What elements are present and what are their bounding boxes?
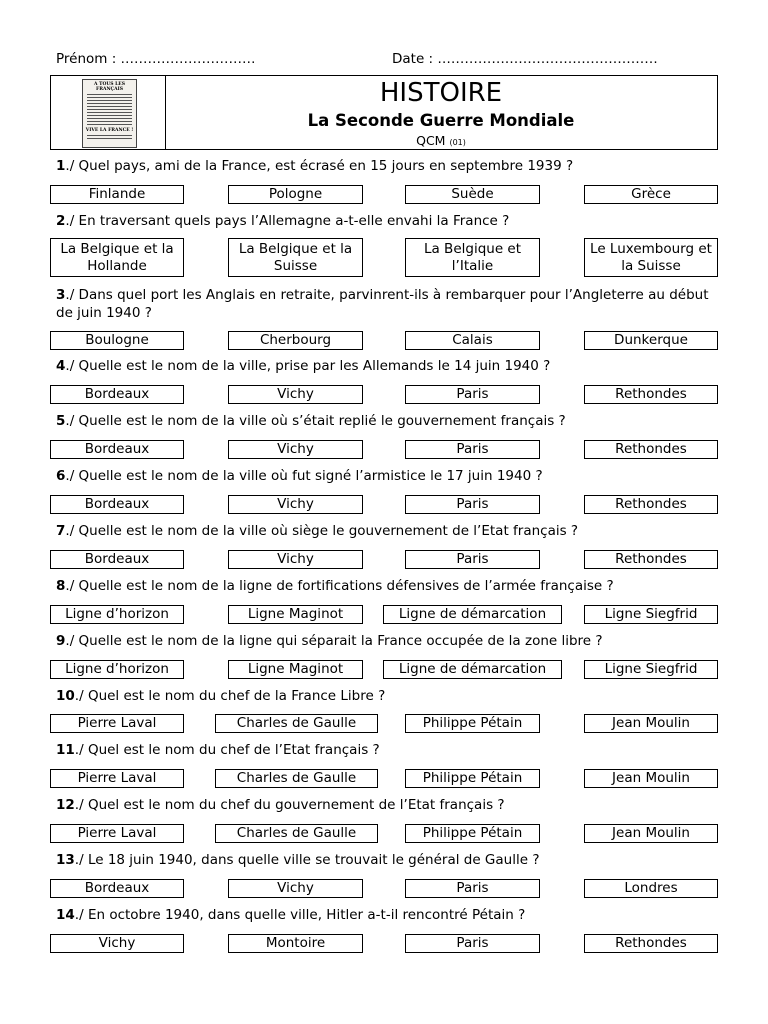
question-text: Quelle est le nom de la ville où siège le gouvernement de l’Etat français ? — [78, 523, 579, 539]
answer-option[interactable]: La Belgique et l’Italie — [405, 238, 540, 277]
answer-option[interactable]: Ligne d’horizon — [50, 605, 184, 624]
answer-option[interactable]: Charles de Gaulle — [215, 714, 378, 733]
answer-option[interactable]: Ligne Maginot — [228, 660, 363, 679]
answer-option[interactable]: Jean Moulin — [584, 824, 718, 843]
question-3: 3./ Dans quel port les Anglais en retraite, parvinrent-ils à rembarquer pour l’Angleterre au début de juin 1940 ? — [56, 287, 709, 321]
question-text: Quelle est le nom de la ville où fut signé l’armistice le 17 juin 1940 ? — [78, 468, 543, 484]
answer-option[interactable]: Vichy — [228, 550, 363, 569]
question-12: 12./ Quel est le nom du chef du gouvernement de l’Etat français ? — [56, 797, 505, 813]
poster-heading: A TOUS LES FRANÇAIS — [94, 82, 125, 92]
answer-option[interactable]: Paris — [405, 550, 540, 569]
answer-option[interactable]: Vichy — [228, 495, 363, 514]
question-text: Quelle est le nom de la ligne qui séparait la France occupée de la zone libre ? — [78, 633, 603, 649]
answer-option[interactable]: Philippe Pétain — [405, 824, 540, 843]
question-number: 11 — [56, 742, 75, 758]
answer-option[interactable]: Vichy — [228, 385, 363, 404]
answer-option[interactable]: Rethondes — [584, 440, 718, 459]
question-text: Quelle est le nom de la ville où s’était replié le gouvernement français ? — [78, 413, 566, 429]
answer-option[interactable]: Boulogne — [50, 331, 184, 350]
answer-option[interactable]: Vichy — [228, 879, 363, 898]
question-number: 14 — [56, 907, 75, 923]
answer-option[interactable]: Paris — [405, 385, 540, 404]
question-text: Quelle est le nom de la ville, prise par les Allemands le 14 juin 1940 ? — [78, 358, 551, 374]
answer-option[interactable]: Charles de Gaulle — [215, 824, 378, 843]
answer-option[interactable]: Dunkerque — [584, 331, 718, 350]
question-number: 2 — [56, 213, 66, 229]
question-6: 6./ Quelle est le nom de la ville où fut signé l’armistice le 17 juin 1940 ? — [56, 468, 543, 484]
question-9: 9./ Quelle est le nom de la ligne qui séparait la France occupée de la zone libre ? — [56, 633, 603, 649]
answer-option[interactable]: Pierre Laval — [50, 769, 184, 788]
answer-option[interactable]: Pologne — [228, 185, 363, 204]
question-2: 2./ En traversant quels pays l’Allemagne a-t-elle envahi la France ? — [56, 213, 510, 229]
qcm-number: (01) — [449, 138, 466, 147]
question-text: Quel est le nom du chef de la France Libre ? — [87, 688, 386, 704]
answer-option[interactable]: Philippe Pétain — [405, 714, 540, 733]
answer-option[interactable]: Finlande — [50, 185, 184, 204]
question-text: Quelle est le nom de la ligne de fortifications défensives de l’armée française ? — [78, 578, 614, 594]
question-number: 6 — [56, 468, 66, 484]
question-number: 4 — [56, 358, 66, 374]
answer-option[interactable]: Ligne de démarcation — [383, 660, 562, 679]
question-11: 11./ Quel est le nom du chef de l’Etat français ? — [56, 742, 380, 758]
answer-option[interactable]: Ligne Siegfrid — [584, 605, 718, 624]
question-text: Quel est le nom du chef de l’Etat français ? — [87, 742, 380, 758]
answer-option[interactable]: Calais — [405, 331, 540, 350]
answer-option[interactable]: Bordeaux — [50, 495, 184, 514]
date-field[interactable]: Date : …………….…………………………… — [392, 51, 658, 67]
answer-option[interactable]: Ligne Maginot — [228, 605, 363, 624]
question-number: 10 — [56, 688, 75, 704]
answer-option[interactable]: La Belgique et la Hollande — [50, 238, 184, 277]
answer-option[interactable]: Paris — [405, 440, 540, 459]
answer-option[interactable]: Rethondes — [584, 495, 718, 514]
question-1: 1./ Quel pays, ami de la France, est écrasé en 15 jours en septembre 1939 ? — [56, 158, 574, 174]
page-subtitle: La Seconde Guerre Mondiale — [307, 111, 575, 130]
answer-option[interactable]: Le Luxembourg et la Suisse — [584, 238, 718, 277]
poster-image — [82, 79, 137, 148]
answer-option[interactable]: Rethondes — [584, 934, 718, 953]
answer-option[interactable]: Pierre Laval — [50, 824, 184, 843]
answer-option[interactable]: Pierre Laval — [50, 714, 184, 733]
answer-option[interactable]: Bordeaux — [50, 440, 184, 459]
answer-option[interactable]: Rethondes — [584, 550, 718, 569]
question-text: En octobre 1940, dans quelle ville, Hitler a-t-il rencontré Pétain ? — [87, 907, 526, 923]
answer-option[interactable]: Charles de Gaulle — [215, 769, 378, 788]
answer-option[interactable]: Ligne Siegfrid — [584, 660, 718, 679]
prenom-field[interactable]: Prénom : ………………………… — [56, 51, 256, 67]
answer-option[interactable]: Grèce — [584, 185, 718, 204]
answer-option[interactable]: Vichy — [228, 440, 363, 459]
question-number: 7 — [56, 523, 66, 539]
answer-option[interactable]: Bordeaux — [50, 550, 184, 569]
question-text: Le 18 juin 1940, dans quelle ville se trouvait le général de Gaulle ? — [87, 852, 540, 868]
qcm-label — [165, 133, 717, 151]
question-number: 8 — [56, 578, 66, 594]
title-box — [50, 75, 718, 150]
answer-option[interactable]: Montoire — [228, 934, 363, 953]
answer-option[interactable]: Jean Moulin — [584, 714, 718, 733]
question-text: En traversant quels pays l’Allemagne a-t-elle envahi la France ? — [78, 213, 510, 229]
qcm-text: QCM — [416, 133, 446, 148]
question-8: 8./ Quelle est le nom de la ligne de fortifications défensives de l’armée française ? — [56, 578, 614, 594]
answer-option[interactable]: Paris — [405, 879, 540, 898]
answer-option[interactable]: Philippe Pétain — [405, 769, 540, 788]
poster-footer: VIVE LA FRANCE ! — [85, 128, 134, 133]
question-number: 13 — [56, 852, 75, 868]
question-14: 14./ En octobre 1940, dans quelle ville, Hitler a-t-il rencontré Pétain ? — [56, 907, 526, 923]
answer-option[interactable]: Ligne d’horizon — [50, 660, 184, 679]
answer-option[interactable]: Jean Moulin — [584, 769, 718, 788]
answer-option[interactable]: Rethondes — [584, 385, 718, 404]
answer-option[interactable]: Bordeaux — [50, 879, 184, 898]
answer-option[interactable]: Paris — [405, 495, 540, 514]
answer-option[interactable]: Ligne de démarcation — [383, 605, 562, 624]
question-text: Quel est le nom du chef du gouvernement de l’Etat français ? — [87, 797, 505, 813]
answer-option[interactable]: Bordeaux — [50, 385, 184, 404]
question-number: 9 — [56, 633, 66, 649]
question-number: 3 — [56, 287, 66, 303]
question-13: 13./ Le 18 juin 1940, dans quelle ville se trouvait le général de Gaulle ? — [56, 852, 540, 868]
question-7: 7./ Quelle est le nom de la ville où siège le gouvernement de l’Etat français ? — [56, 523, 579, 539]
answer-option[interactable]: Suède — [405, 185, 540, 204]
question-10: 10./ Quel est le nom du chef de la France Libre ? — [56, 688, 386, 704]
page-title: HISTOIRE — [379, 78, 503, 108]
question-number: 12 — [56, 797, 75, 813]
question-number: 5 — [56, 413, 66, 429]
answer-option[interactable]: Vichy — [50, 934, 184, 953]
poster-cell — [51, 76, 166, 149]
question-text: Dans quel port les Anglais en retraite, parvinrent-ils à rembarquer pour l’Angleterre au début de juin 1940 ? — [56, 287, 709, 321]
answer-option[interactable]: Londres — [584, 879, 718, 898]
question-text: Quel pays, ami de la France, est écrasé en 15 jours en septembre 1939 ? — [78, 158, 574, 174]
answer-option[interactable]: La Belgique et la Suisse — [228, 238, 363, 277]
question-4: 4./ Quelle est le nom de la ville, prise par les Allemands le 14 juin 1940 ? — [56, 358, 551, 374]
question-5: 5./ Quelle est le nom de la ville où s’était replié le gouvernement français ? — [56, 413, 566, 429]
question-number: 1 — [56, 158, 66, 174]
answer-option[interactable]: Cherbourg — [228, 331, 363, 350]
answer-option[interactable]: Paris — [405, 934, 540, 953]
